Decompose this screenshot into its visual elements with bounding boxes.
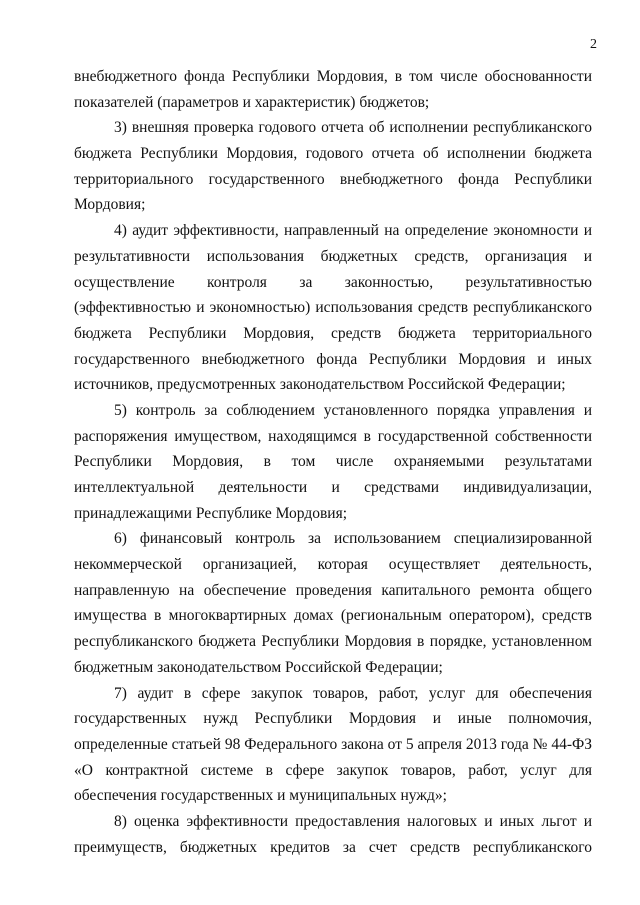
text-line: Мордовия;	[74, 196, 146, 214]
text-line: имущества в многоквартирных домах (региональным оператором), средств	[74, 607, 592, 625]
text-line: определенные статьей 98 Федерального закона от 5 апреля 2013 года № 44-ФЗ	[74, 735, 592, 753]
text-line: бюджета Республики Мордовия, средств бюджета территориального	[74, 324, 592, 342]
text-line: 8) оценка эффективности предоставления налоговых и иных льгот и	[114, 812, 592, 830]
text-line: осуществление контроля за законностью, результативностью	[74, 273, 592, 291]
text-line: некоммерческой организацией, которая осуществляет деятельность,	[74, 556, 592, 574]
text-line: направленную на обеспечение проведения капитального ремонта общего	[74, 581, 592, 599]
text-line: бюджета Республики Мордовия, годового отчета об исполнении бюджета	[74, 145, 592, 163]
text-line: «О контрактной системе в сфере закупок товаров, работ, услуг для	[74, 761, 592, 779]
text-line: распоряжения имуществом, находящимся в государственной собственности	[74, 427, 592, 445]
text-line: 3) внешняя проверка годового отчета об исполнении республиканского	[114, 119, 592, 137]
text-line: 6) финансовый контроль за использованием специализированной	[114, 530, 592, 548]
text-line: источников, предусмотренных законодательством Российской Федерации;	[74, 376, 566, 394]
text-line: 4) аудит эффективности, направленный на определение экономности и	[114, 222, 592, 240]
text-line: 5) контроль за соблюдением установленного порядка управления и	[114, 401, 592, 419]
text-line: принадлежащими Республике Мордовия;	[74, 504, 348, 522]
text-line: результативности использования бюджетных средств, организация и	[74, 247, 592, 265]
text-line: бюджетным законодательством Российской Федерации;	[74, 658, 443, 676]
text-line: республиканского бюджета Республики Мордовия в порядке, установленном	[74, 633, 592, 651]
text-line: интеллектуальной деятельности и средствами индивидуализации,	[74, 479, 592, 496]
document-body	[74, 64, 592, 860]
text-line: территориального государственного внебюджетного фонда Республики	[74, 170, 592, 188]
text-line: (эффективностью и экономностью) использования средств республиканского	[74, 299, 592, 317]
page-number: 2	[590, 37, 597, 52]
text-line: преимуществ, бюджетных кредитов за счет средств республиканского	[74, 838, 592, 856]
text-line: показателей (параметров и характеристик) бюджетов;	[74, 93, 430, 111]
text-line: Республики Мордовия, в том числе охраняемыми результатами	[74, 453, 592, 471]
text-line: 7) аудит в сфере закупок товаров, работ, услуг для обеспечения	[114, 684, 592, 702]
text-line: государственных нужд Республики Мордовия и иные полномочия,	[74, 710, 592, 728]
text-line: обеспечения государственных и муниципальных нужд»;	[74, 787, 447, 805]
text-line: государственного внебюджетного фонда Республики Мордовия и иных	[74, 350, 592, 368]
text-line: внебюджетного фонда Республики Мордовия, в том числе обоснованности	[74, 68, 592, 85]
